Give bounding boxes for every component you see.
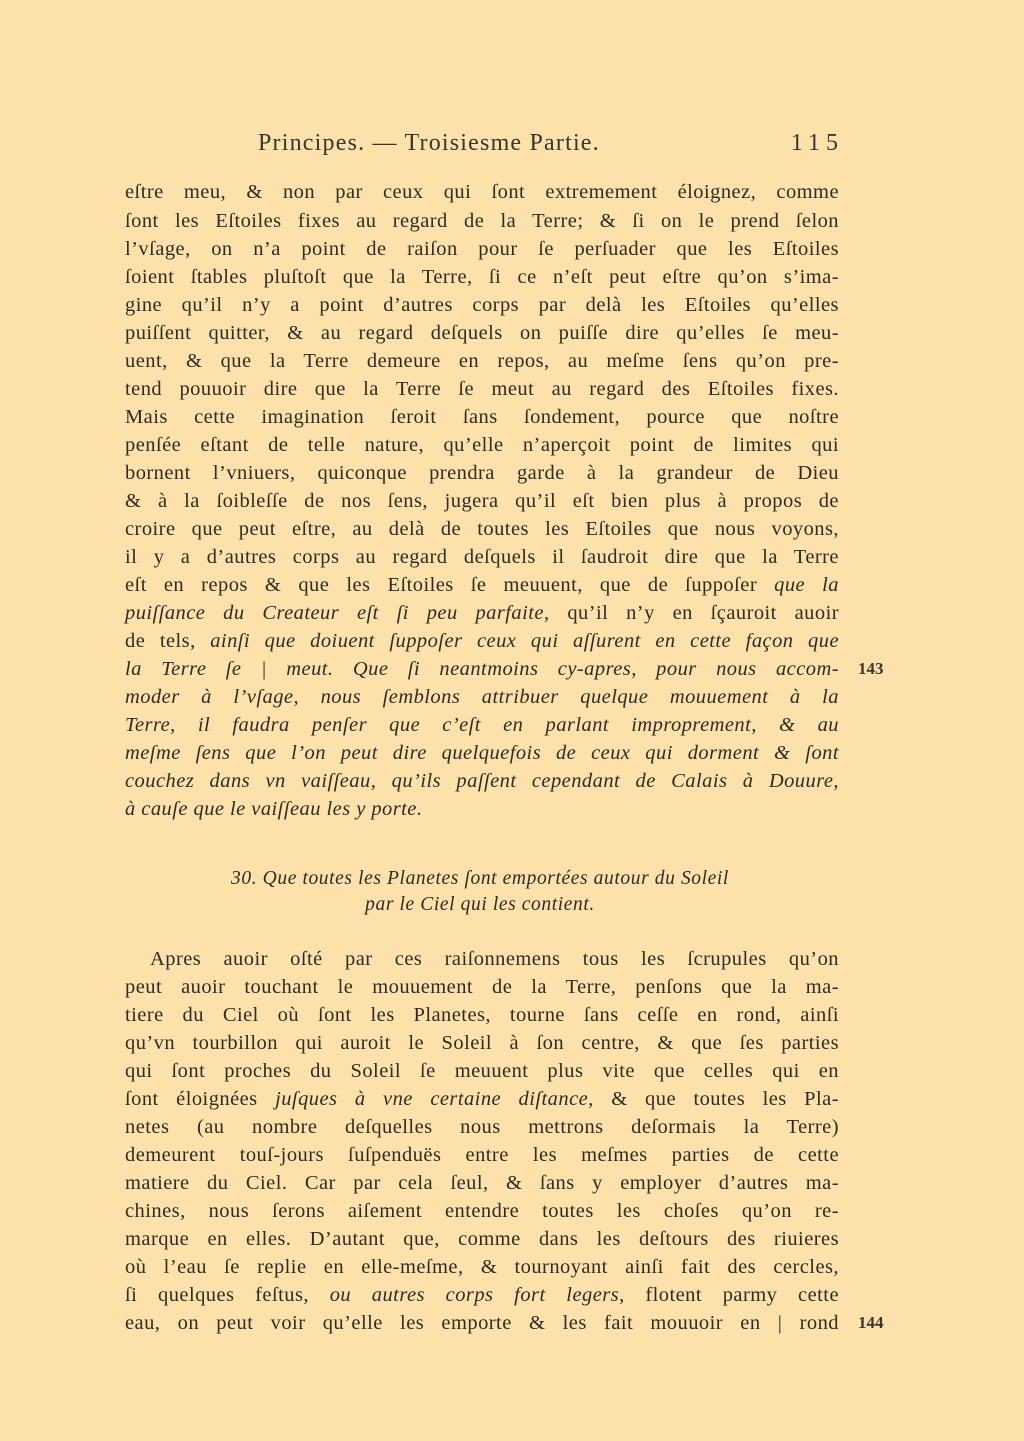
text-line: moder à l’vſage, nous ſemblons attribuer quelque mouuement à la xyxy=(125,686,839,708)
text-line: eau, on peut voir qu’elle les emporte & les fait mouuoir en | rond xyxy=(125,1312,839,1334)
text-line: à cauſe que le vaiſſeau les y porte. xyxy=(125,798,423,820)
text-line: qu’vn tourbillon qui auroit le Soleil à ſon centre, & que ſes parties xyxy=(125,1032,839,1054)
heading-line: par le Ciel qui les contient. xyxy=(365,894,595,915)
section-heading xyxy=(140,866,820,918)
text-line: meſme ſens que l’on peut dire quelquefois de ceux qui dorment & ſont xyxy=(125,742,839,764)
heading-line: 30. Que toutes les Planetes ſont emportées autour du Soleil xyxy=(231,868,729,889)
page-number: 115 xyxy=(790,130,844,156)
italic-run: ou autres corps fort legers, xyxy=(329,1284,625,1306)
text-line: demeurent touſ-jours ſuſpenduës entre les meſmes parties de cette xyxy=(125,1144,839,1166)
text-line: puiſſent quitter, & au regard deſquels on puiſſe dire qu’elles ſe meu- xyxy=(125,322,839,344)
margin-page-ref: 144 xyxy=(858,1313,884,1332)
text-line: ſont les Eſtoiles fixes au regard de la Terre; & ſi on le prend ſelon xyxy=(125,210,839,232)
text-line xyxy=(125,1281,839,1309)
italic-run: puiſſance du Createur eſt ſi peu parfaite, xyxy=(125,602,550,624)
margin-page-ref: 143 xyxy=(858,659,884,678)
text-line: qui ſont proches du Soleil ſe meuuent plus vite que celles qui en xyxy=(125,1060,839,1082)
text-line: tend pouuoir dire que la Terre ſe meut au regard des Eſtoiles fixes. xyxy=(125,378,839,400)
text-line: tiere du Ciel où ſont les Planetes, tourne ſans ceſſe en rond, ainſi xyxy=(125,1004,839,1026)
text-line: Apres auoir oſté par ces raiſonnemens tous les ſcrupules qu’on xyxy=(150,948,839,970)
text-line: uent, & que la Terre demeure en repos, au meſme ſens qu’on pre- xyxy=(125,350,839,372)
text-line: netes (au nombre deſquelles nous mettrons deſormais la Terre) xyxy=(125,1116,839,1138)
text-run: qu’il n’y en ſçauroit auoir xyxy=(549,602,839,624)
text-line xyxy=(125,1085,839,1113)
text-line: chines, nous ſerons aiſement entendre toutes les choſes qu’on re- xyxy=(125,1200,839,1222)
text-line: gine qu’il n’y a point d’autres corps par delà les Eſtoiles qu’elles xyxy=(125,294,839,316)
text-line: peut auoir touchant le mouuement de la Terre, penſons que la ma- xyxy=(125,976,839,998)
italic-run: juſques à vne certaine diſtance, xyxy=(275,1088,594,1110)
text-run: eſt en repos & que les Eſtoiles ſe meuuent, que de ſuppoſer xyxy=(125,574,758,596)
text-line: matiere du Ciel. Car par cela ſeul, & ſans y employer d’autres ma- xyxy=(125,1172,839,1194)
text-line: eſtre meu, & non par ceux qui ſont extremement éloignez, comme xyxy=(125,181,839,203)
text-run: & que toutes les Pla- xyxy=(593,1088,839,1110)
text-line: ſoient ſtables pluſtoſt que la Terre, ſi ce n’eſt peut eſtre qu’on s’ima- xyxy=(125,266,839,288)
text-line: Terre, il faudra penſer que c’eſt en parlant improprement, & au xyxy=(125,714,839,736)
text-line: couchez dans vn vaiſſeau, qu’ils paſſent cependant de Calais à Douure, xyxy=(125,770,839,792)
text-line: penſée eſtant de telle nature, qu’elle n’aperçoit point de limites qui xyxy=(125,434,839,456)
text-line xyxy=(125,599,839,627)
text-line: il y a d’autres corps au regard deſquels il ſaudroit dire que la Terre xyxy=(125,546,839,568)
text-line: croire que peut eſtre, au delà de toutes les Eſtoiles que nous voyons, xyxy=(125,518,839,540)
text-line: la Terre ſe | meut. Que ſi neantmoins cy-apres, pour nous accom- xyxy=(125,658,839,680)
text-run: ſont éloignées xyxy=(125,1088,276,1110)
text-line: & à la ſoibleſſe de nos ſens, jugera qu’il eſt bien plus à propos de xyxy=(125,490,839,512)
italic-run: que la xyxy=(757,574,840,596)
text-run: ſi quelques feſtus, xyxy=(125,1284,330,1306)
italic-run: ainſi que doiuent ſuppoſer ceux qui aſſurent en cette façon que xyxy=(210,630,839,652)
running-title: Principes. — Troisiesme Partie. xyxy=(258,130,600,156)
text-line xyxy=(125,627,839,655)
text-line: Mais cette imagination ſeroit ſans ſondement, pource que noſtre xyxy=(125,406,839,428)
text-line: où l’eau ſe replie en elle-meſme, & tournoyant ainſi fait des cercles, xyxy=(125,1256,839,1278)
text-line: marque en elles. D’autant que, comme dans les deſtours des riuieres xyxy=(125,1228,839,1250)
text-line: bornent l’vniuers, quiconque prendra garde à la grandeur de Dieu xyxy=(125,462,839,484)
text-line xyxy=(125,571,839,599)
text-run: de tels, xyxy=(125,630,211,652)
text-run: flotent parmy cette xyxy=(624,1284,839,1306)
running-head xyxy=(258,130,844,164)
text-line: l’vſage, on n’a point de raiſon pour ſe perſuader que les Eſtoiles xyxy=(125,238,839,260)
